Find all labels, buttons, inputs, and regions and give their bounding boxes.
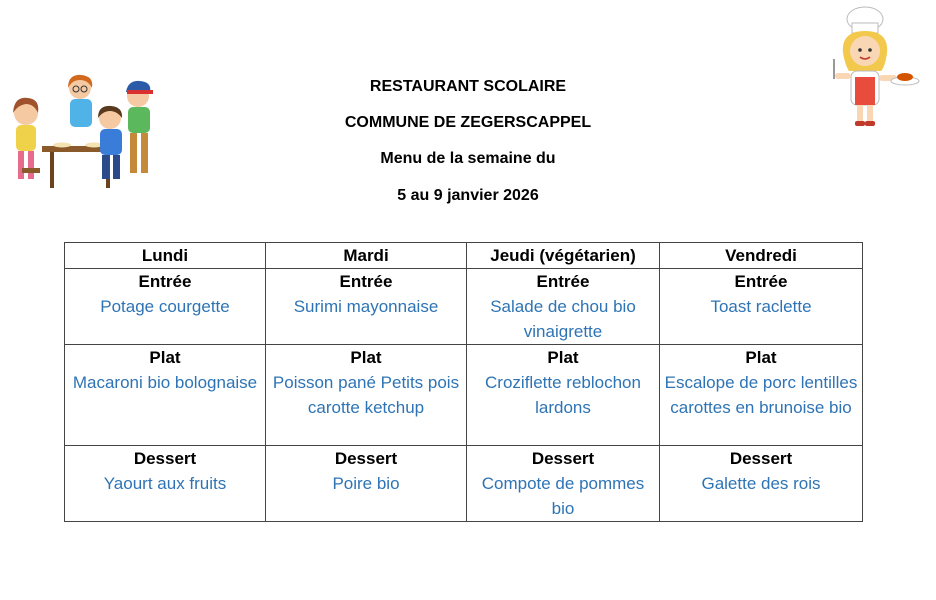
dish-name: Macaroni bio bolognaise — [72, 373, 258, 392]
menu-cell — [467, 269, 660, 345]
category-label: Entrée — [734, 272, 788, 291]
dish-name: Compote de pommes bio — [481, 474, 645, 518]
menu-cell — [660, 269, 863, 345]
dessert-row — [65, 446, 863, 522]
day-header-thursday: Jeudi (végétarien) — [467, 243, 660, 269]
dish-name: Salade de chou bio vinaigrette — [490, 297, 636, 341]
weekly-menu-table — [64, 242, 863, 522]
menu-cell — [660, 446, 863, 522]
dish-name: Galette des rois — [701, 474, 821, 493]
dish-name: Yaourt aux fruits — [103, 474, 227, 493]
dish-name: Poisson pané Petits pois carotte ketchup — [272, 373, 460, 417]
day-header-tuesday: Mardi — [266, 243, 467, 269]
restaurant-title: RESTAURANT SCOLAIRE — [369, 78, 567, 95]
chef-girl-illustration — [825, 5, 920, 130]
category-label: Dessert — [133, 449, 197, 468]
category-label: Entrée — [339, 272, 393, 291]
category-label: Entrée — [138, 272, 192, 291]
week-dates: 5 au 9 janvier 2026 — [397, 187, 539, 204]
menu-cell — [266, 269, 467, 345]
day-header-friday: Vendredi — [660, 243, 863, 269]
commune-title: COMMUNE DE ZEGERSCAPPEL — [344, 114, 592, 131]
dish-name: Poire bio — [332, 474, 400, 493]
category-label: Dessert — [729, 449, 793, 468]
menu-cell — [65, 345, 266, 446]
category-label: Dessert — [531, 449, 595, 468]
category-label: Plat — [350, 348, 382, 367]
category-label: Dessert — [334, 449, 398, 468]
category-label: Plat — [745, 348, 777, 367]
week-label: Menu de la semaine du — [380, 150, 556, 167]
plat-row — [65, 345, 863, 446]
menu-cell — [467, 446, 660, 522]
menu-cell — [660, 345, 863, 446]
dish-name: Escalope de porc lentilles carottes en brunoise bio — [664, 373, 858, 417]
menu-cell — [266, 446, 467, 522]
dish-name: Toast raclette — [710, 297, 812, 316]
day-header-row — [65, 243, 863, 269]
menu-cell — [65, 446, 266, 522]
day-header-monday: Lundi — [65, 243, 266, 269]
children-eating-illustration — [2, 68, 167, 193]
menu-cell — [467, 345, 660, 446]
dish-name: Surimi mayonnaise — [293, 297, 439, 316]
dish-name: Croziflette reblochon lardons — [485, 373, 641, 417]
category-label: Plat — [149, 348, 181, 367]
menu-cell — [266, 345, 467, 446]
category-label: Entrée — [536, 272, 590, 291]
entree-row — [65, 269, 863, 345]
menu-cell — [65, 269, 266, 345]
category-label: Plat — [547, 348, 579, 367]
dish-name: Potage courgette — [100, 297, 230, 316]
